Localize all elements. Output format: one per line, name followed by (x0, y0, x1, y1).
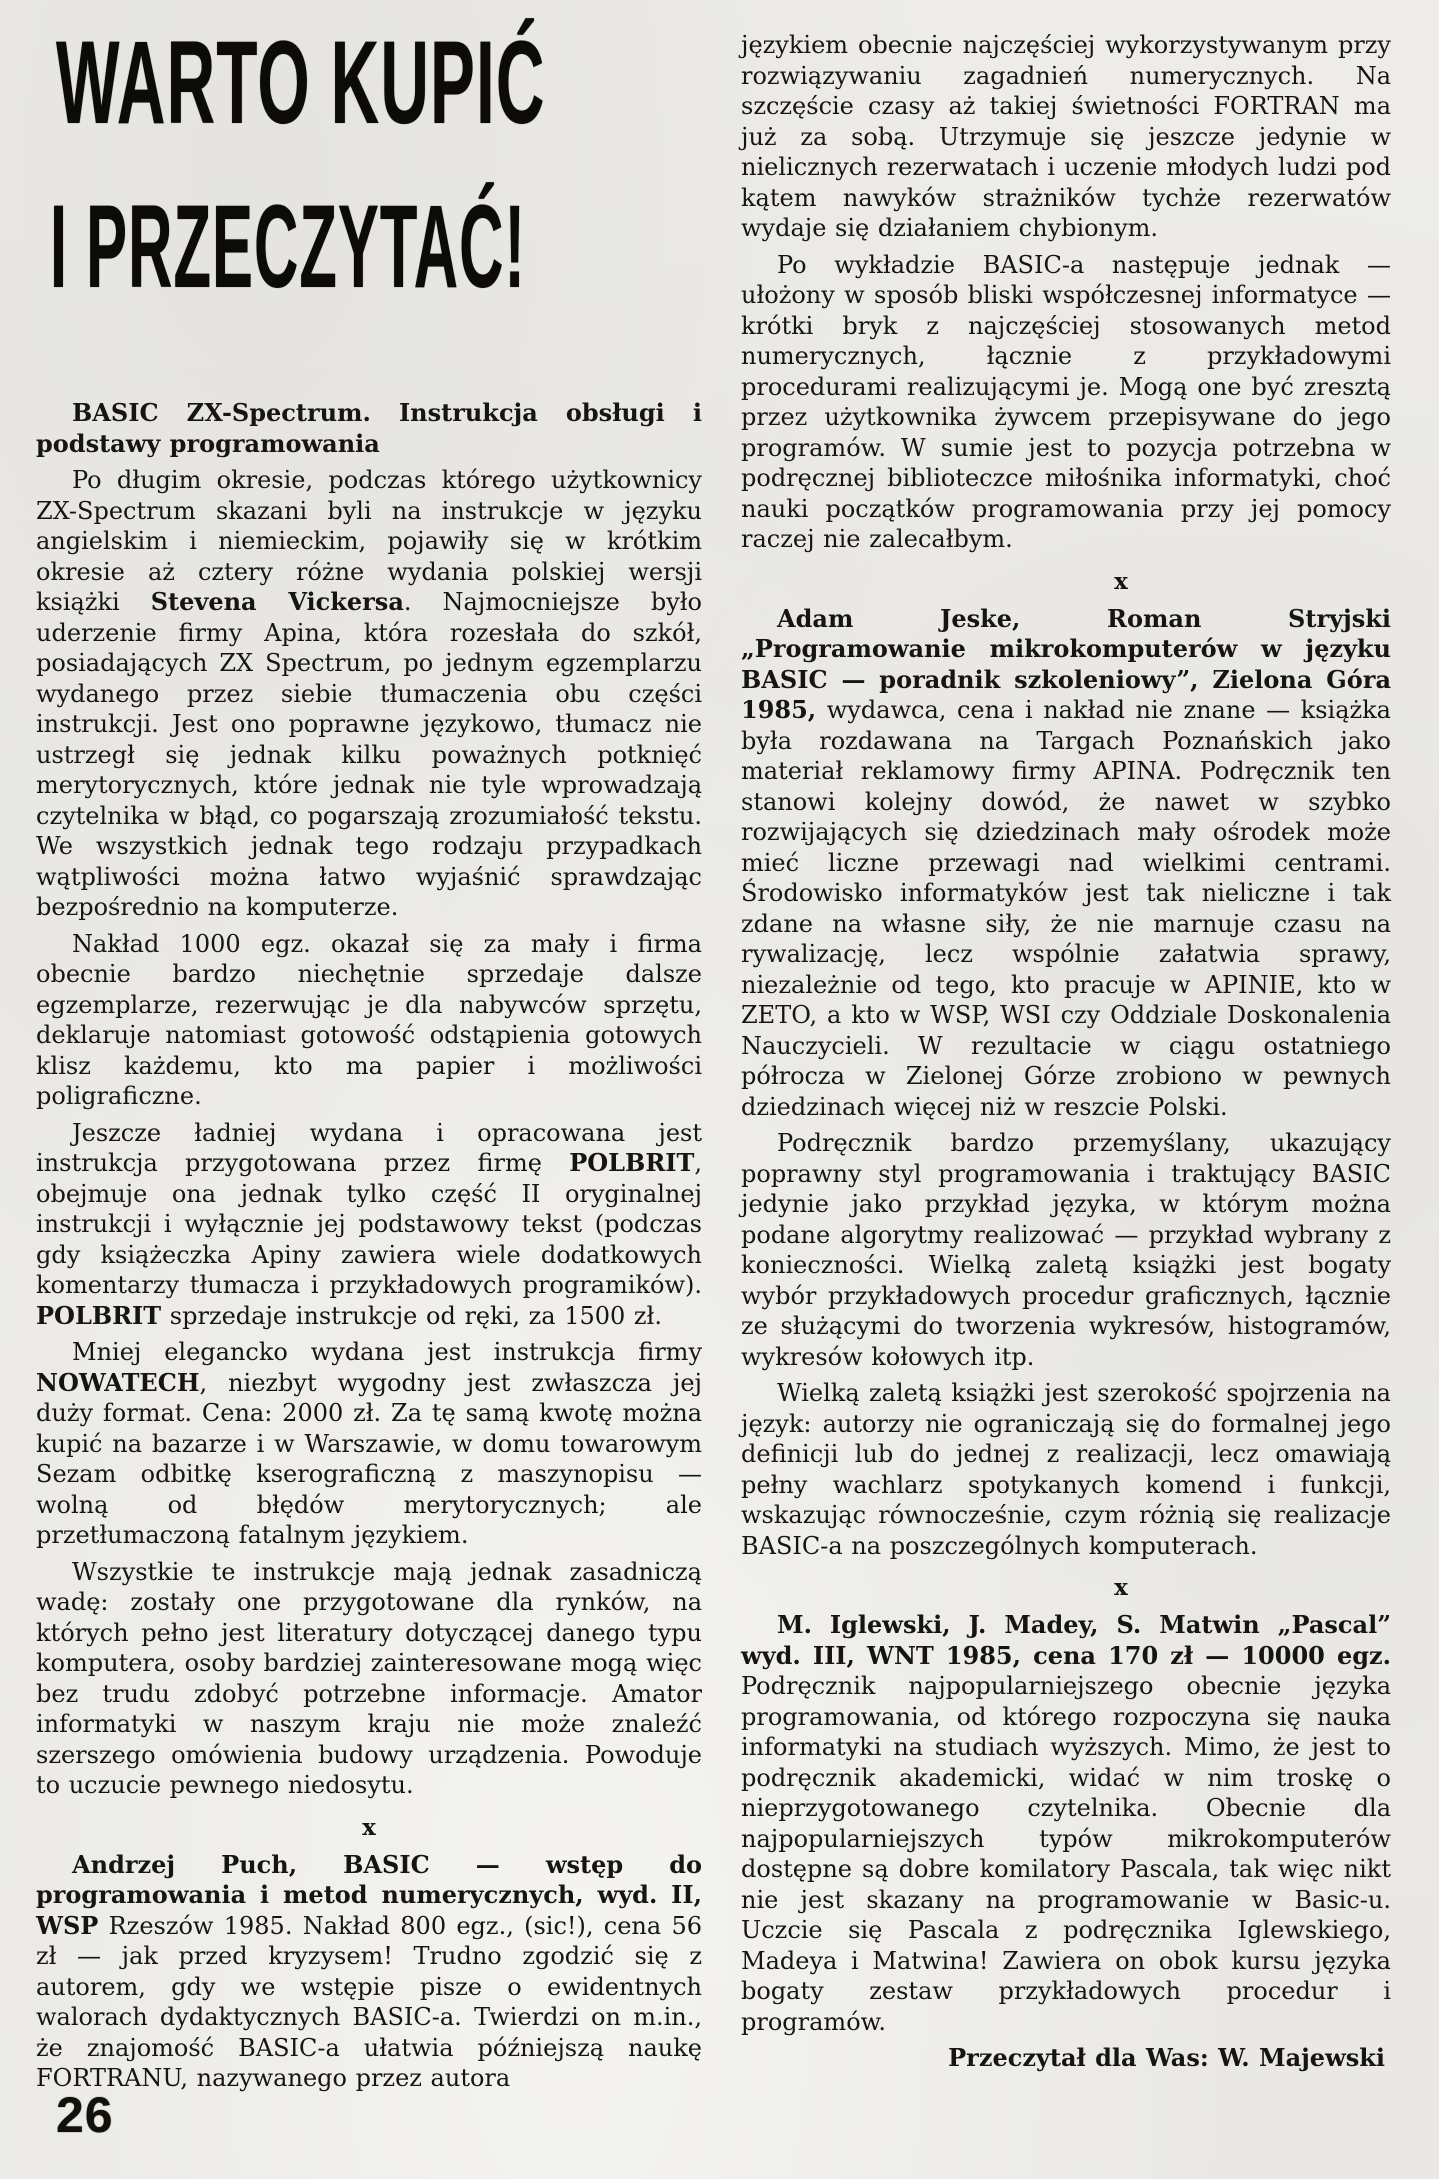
page-number: 26 (56, 2087, 114, 2143)
book-reference-bold: Andrzej Puch, BASIC — wstęp do programowania i metod numerycznych, wyd. II, WSP (36, 1849, 702, 1940)
publisher-name-bold: NOWATECH (36, 1367, 200, 1397)
review-2-paragraph-1 (36, 1850, 702, 2094)
text-run: Jeszcze ładniej wydana i opracowana jest instrukcja przygotowana przez firmę (36, 1118, 702, 1177)
section-separator: x (1114, 567, 1128, 595)
reviewer-signature: Przeczytał dla Was: W. Majewski (948, 2043, 1385, 2072)
review-4-paragraph-1 (741, 1610, 1391, 2037)
review-2-paragraph-3: Po wykładzie BASIC-a następuje jednak — ułożony w sposób bliski współczesnej informatyce — krótki bryk z najczęściej stosowanych metod numerycznych, łącznie z przykładowymi procedurami realizującymi je. Mogą one być zresztą przez użytkownika żywcem przepisywane do jego programów. W sumie jest to pozycja potrzebna w podręcznej biblioteczce miłośnika informatyki, choć nauki początków programowania przy jej pomocy raczej nie zalecałbym. (741, 250, 1391, 553)
text-run: , niezbyt wygodny jest zwłaszcza jej duży format. Cena: 2000 zł. Za tę samą kwotę można kupić na bazarze i w Warszawie, w domu towarowym Sezam odbitkę kserograficzną z maszynopisu — wolną od błędów merytorycznych; ale przetłumaczoną fatalnym językiem. (36, 1368, 702, 1549)
review-1-paragraph-3 (36, 1118, 702, 1332)
right-column (741, 30, 1391, 2074)
book-author-bold: Stevena Vickersa (150, 587, 404, 616)
review-1-title: BASIC ZX-Spectrum. Instrukcja obsługi i podstawy programowania (36, 398, 702, 458)
text-run: , obejmuje ona jednak tylko część II oryginalnej instrukcji i wyłącznie jej podstawowy tekst (podczas gdy książeczka Apiny zawiera wiele dodatkowych komentarzy tłumacza i przykładowych programików). (36, 1149, 702, 1299)
text-run: wydawca, cena i nakład nie znane — książka była rozdawana na Targach Poznańskich jako materiał reklamowy firmy APINA. Podręcznik ten stanowi kolejny dowód, że nawet w szybko rozwijających się dziedzinach mały ośrodek może mieć liczne przewagi nad wielkimi centrami. Środowisko informatyków jest tak nieliczne i tak zdane na własne siły, że nie marnuje czasu na rywalizację, lecz wspólnie załatwia sprawy, niezależnie od tego, kto pracuje w APINIE, kto w ZETO, a kto w WSP, WSI czy Oddziale Doskonalenia Nauczycieli. W rezultacie w ciągu ostatniego półrocza w Zielonej Górze zrobiono w pewnych dziedzinach więcej niż w reszcie Polski. (741, 696, 1391, 1121)
text-run: Po długim okresie, podczas którego użytkownicy ZX-Spectrum skazani byli na instrukcje w języku angielskim i niemieckim, pojawiły się w krótkim okresie aż cztery różne wydania polskiej wersji książki (36, 466, 702, 616)
review-3-paragraph-3: Wielką zaletą książki jest szerokość spojrzenia na język: autorzy nie ograniczają się do formalnej jego definicji lub do jednej z realizacji, lecz omawiają pełny wachlarz spotykanych komend i funkcji, wskazując równocześnie, czym różnią się realizacje BASIC-a na poszczególnych komputerach. (741, 1379, 1391, 1560)
review-1-paragraph-1 (36, 465, 702, 923)
review-1-paragraph-2: Nakład 1000 egz. okazał się za mały i firma obecnie bardzo niechętnie sprzedaje dalsze egzemplarze, rezerwując je dla nabywców sprzętu, deklaruje natomiast gotowość odstąpienia gotowych klisz każdemu, kto ma papier i możliwości poligraficzne. (36, 929, 702, 1110)
headline-line-2: I PRZECZYTAĆ! (50, 181, 526, 313)
publisher-name-bold: POLBRIT (569, 1148, 695, 1177)
left-column (36, 17, 702, 2094)
text-run: Rzeszów 1985. Nakład 800 egz., (sic!), cena 56 zł — jak przed kryzysem! Trudno zgodzić się z autorem, gdy we wstępie pisze o ewidentnych walorach dydaktycznych BASIC-a. Twierdzi on m.in., że znajomość BASIC-a ułatwia późniejszą naukę FORTRANU, nazywanego przez autora (36, 1911, 702, 2092)
review-1-paragraph-4 (36, 1337, 702, 1551)
headline-line-1: WARTO KUPIĆ (56, 17, 546, 149)
text-run: Podręcznik najpopularniejszego obecnie języka programowania, od którego rozpoczyna się nauka informatyki na studiach wyższych. Mimo, że jest to podręcznik akademicki, widać w nim troskę o nieprzygotowanego czytelnika. Obecnie dla najpopularniejszych typów mikrokomputerów dostępne są dobre komilatory Pascala, tak więc nikt nie jest skazany na programowanie w Basic-u. Uczcie się Pascala z podręcznika Iglewskiego, Madeya i Matwina! Zawiera on obok kursu języka bogaty zestaw przykładowych procedur i programów. (741, 1672, 1391, 2036)
review-2-paragraph-2-continuation: językiem obecnie najczęściej wykorzystywanym przy rozwiązywaniu zagadnień numerycznych. Na szczęście czasy aż takiej świetności FORTRAN ma już za sobą. Utrzymuje się jeszcze jedynie w nielicznych rezerwatach i uczenie młodych ludzi pod kątem nawyków strażników tychże rezerwatów wydaje się działaniem chybionym. (741, 31, 1391, 242)
book-reference-bold: M. Iglewski, J. Madey, S. Matwin „Pascal” wyd. III, WNT 1985, cena 170 zł — 10000 egz. (741, 1610, 1391, 1670)
book-reference-bold: Adam Jeske, Roman Stryjski „Programowanie mikrokomputerów w języku BASIC — poradnik szkoleniowy”, Zielona Góra 1985, (741, 603, 1391, 724)
publisher-name-bold: POLBRIT (36, 1300, 162, 1330)
review-1-paragraph-5: Wszystkie te instrukcje mają jednak zasadniczą wadę: zostały one przygotowane dla rynków, na których pełno jest literatury dotyczącej danego typu komputera, osoby bardziej zainteresowane mogą więc bez trudu zdobyć potrzebne informacje. Amator informatyki w naszym kraju nie może znaleźć szerszego omówienia budowy urządzenia. Powoduje to uczucie pewnego niedosytu. (36, 1557, 702, 1799)
text-run: Mniej elegancko wydana jest instrukcja firmy (72, 1338, 702, 1366)
section-separator: x (362, 1813, 376, 1841)
review-3-paragraph-2: Podręcznik bardzo przemyślany, ukazujący poprawny styl programowania i traktujący BASIC jedynie jako przykład języka, w którym można podane algorytmy realizować — przykład wybrany z konieczności. Wielką zaletą książki jest bogaty wybór przykładowych procedur graficznych, łącznie ze służącymi do tworzenia wykresów, histogramów, wykresów kołowych itp. (741, 1129, 1391, 1371)
section-separator: x (1114, 1574, 1128, 1601)
text-run: sprzedaje instrukcje od ręki, za 1500 zł. (161, 1301, 662, 1330)
article-headline (36, 17, 702, 313)
text-run: . Najmocniejsze było uderzenie firmy Apina, która rozesłała do szkół, posiadających ZX Spectrum, po jednym egzemplarzu wydanego przez siebie tłumaczenia obu części instrukcji. Jest ono poprawne językowo, tłumacz nie ustrzegł się jednak kilku poważnych potknięć merytorycznych, które jednak nie tyle wprowadzają czytelnika w błąd, co pogarszają zrozumiałość tekstu. We wszystkich jednak tego rodzaju przypadkach wątpliwości można łatwo wyjaśnić sprawdzając bezpośrednio na komputerze. (36, 588, 702, 921)
review-3-paragraph-1 (741, 604, 1391, 1123)
